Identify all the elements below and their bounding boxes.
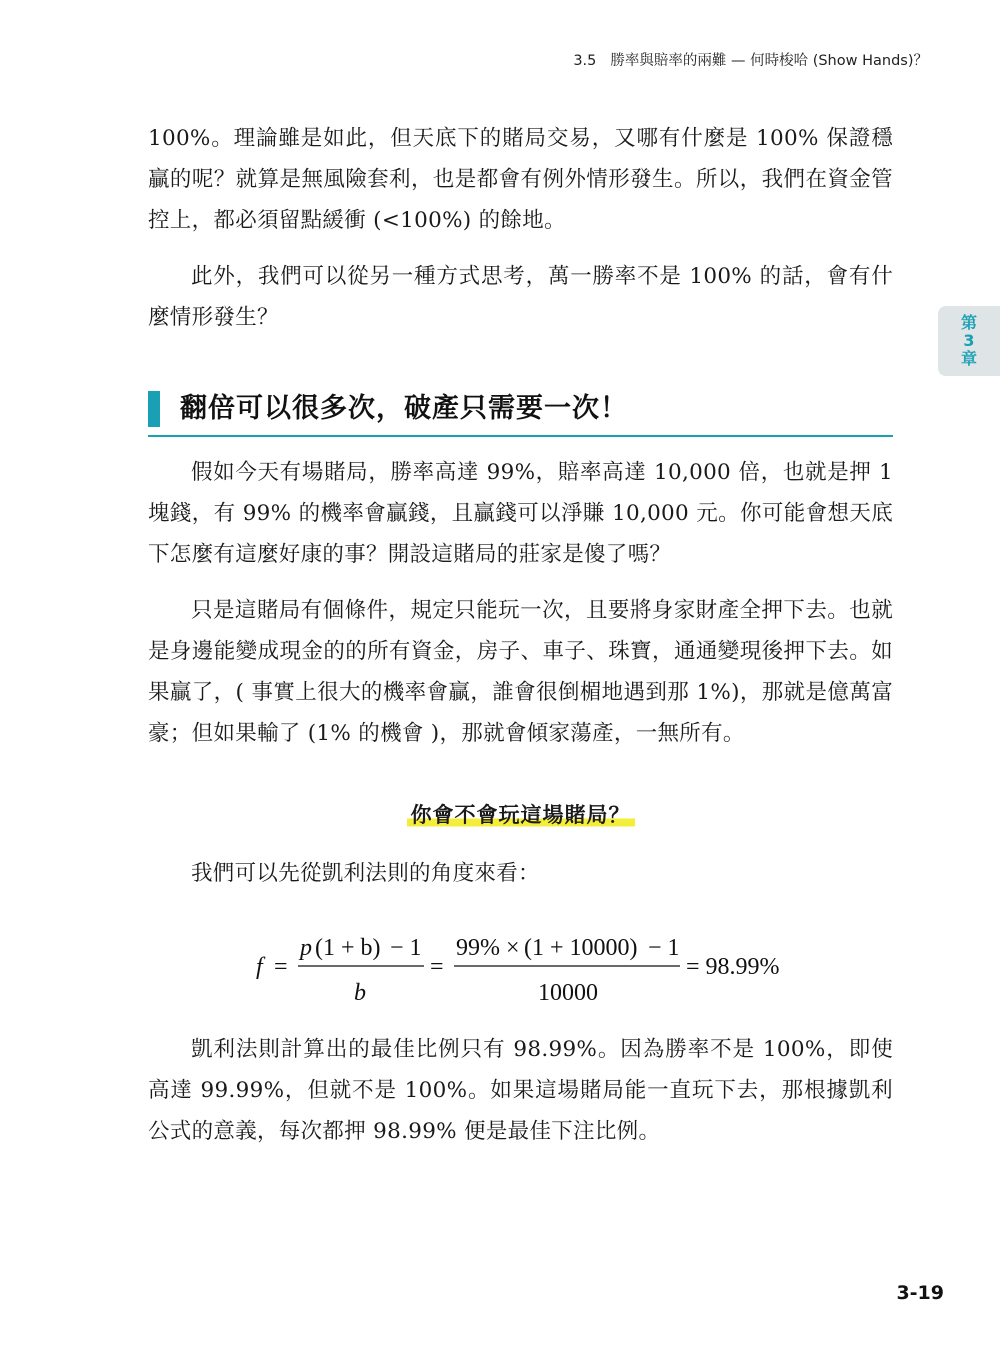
section-heading bbox=[148, 387, 893, 437]
paragraph-2: 此外，我們可以從另一種方式思考，萬一勝率不是 100% 的話，會有什麼情形發生？ bbox=[148, 264, 893, 330]
question-callout bbox=[148, 800, 893, 830]
formula-num1-tail: − 1 bbox=[390, 935, 422, 961]
question-text: 你會不會玩這場賭局？ bbox=[407, 800, 635, 830]
section-heading-title: 翻倍可以很多次，破產只需要一次！ bbox=[180, 393, 628, 424]
chapter-tab-line2: 3 bbox=[963, 331, 975, 350]
running-header bbox=[573, 49, 928, 70]
formula-den1: b bbox=[354, 980, 366, 1006]
paragraph-4: 只是這賭局有個條件，規定只能玩一次，且要將身家財產全押下去。也就是身邊能變成現金的的所有資金，房子、車子、珠寶，通通變現後押下去。如果贏了，( 事實上很大的機率會贏，誰會很倒楣地遇到那 1%)，那就是億萬富豪；但如果輸了 (1% 的機會 )，那就會傾家蕩產，一無所有。 bbox=[148, 598, 893, 746]
chapter-tab bbox=[938, 306, 1000, 376]
chapter-tab-line1: 第 bbox=[960, 313, 977, 332]
formula-lhs: f bbox=[256, 954, 263, 980]
paragraph-1: 100%。理論雖是如此，但天底下的賭局交易，又哪有什麼是 100% 保證穩贏的呢？就算是無風險套利，也是都會有例外情形發生。所以，我們在資金管控上，都必須留點緩衝 (<100%) 的餘地。 bbox=[148, 126, 893, 233]
formula-num2-tail: − 1 bbox=[648, 935, 680, 961]
formula-num2-pct: 99% × bbox=[456, 935, 520, 961]
paragraph-3: 假如今天有場賭局，勝率高達 99%，賠率高達 10,000 倍，也就是押 1 塊錢，有 99% 的機率會贏錢，且贏錢可以淨賺 10,000 元。你可能會想天底下怎麼有這麼好康的事？開設這賭局的莊家是傻了嗎？ bbox=[148, 460, 893, 567]
chapter-tab-line3: 章 bbox=[960, 349, 977, 368]
paragraph-5: 我們可以先從凱利法則的角度來看： bbox=[191, 861, 540, 886]
formula-num2-mid: (1 + 10000) bbox=[524, 935, 638, 961]
formula-num1-mid: (1 + b) bbox=[315, 935, 381, 961]
formula-den2: 10000 bbox=[538, 980, 598, 1006]
page-number: 3-19 bbox=[896, 1282, 944, 1304]
section-title: 勝率與賠率的兩難 — 何時梭哈 (Show Hands)？ bbox=[610, 53, 928, 69]
section-number: 3.5 bbox=[573, 53, 597, 69]
formula-num1-p: p bbox=[300, 935, 312, 961]
formula-result: = 98.99% bbox=[686, 954, 780, 980]
formula-eq-1: = bbox=[274, 954, 288, 980]
formula-eq-2: = bbox=[430, 954, 444, 980]
kelly-formula bbox=[248, 918, 808, 1008]
paragraph-6: 凱利法則計算出的最佳比例只有 98.99%。因為勝率不是 100%，即使高達 99.99%，但就不是 100%。如果這場賭局能一直玩下去，那根據凱利公式的意義，每次都押 98.99% 便是最佳下注比例。 bbox=[148, 1037, 893, 1144]
section-heading-bar bbox=[148, 391, 160, 427]
